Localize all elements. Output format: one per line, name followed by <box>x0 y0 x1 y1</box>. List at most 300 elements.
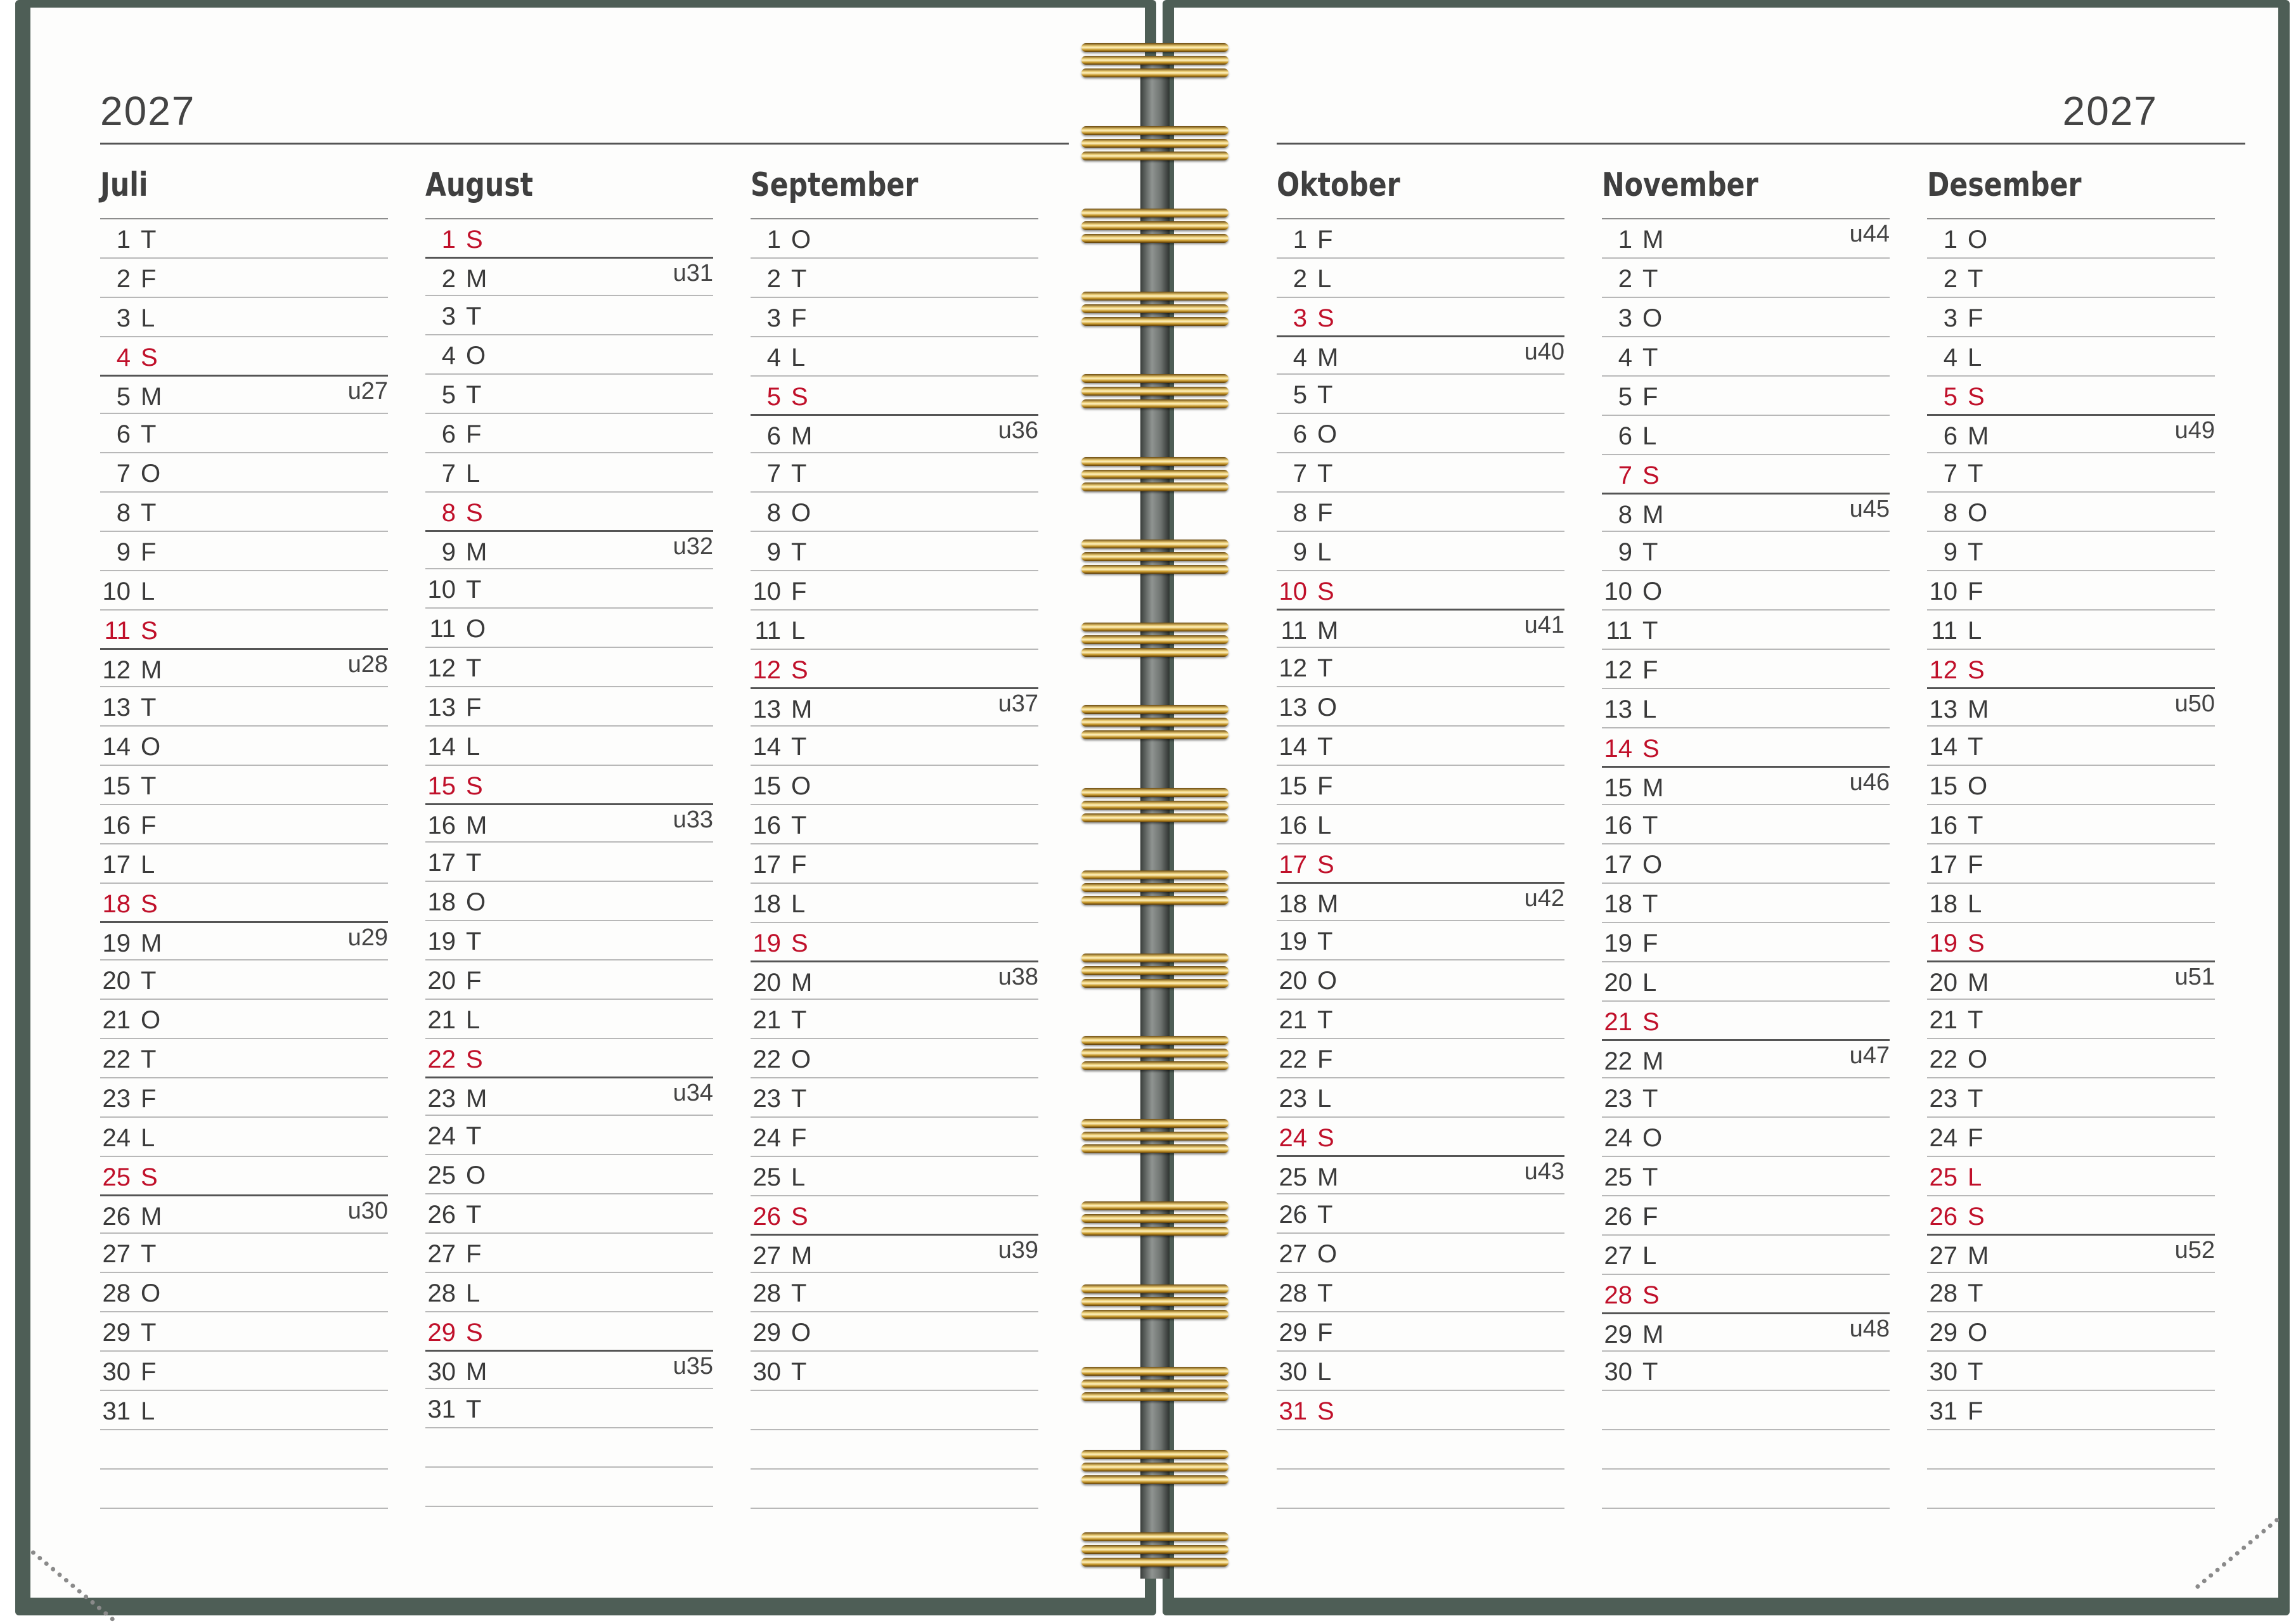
day-number: 2 <box>766 265 781 293</box>
day-row[interactable] <box>425 414 713 453</box>
weekday-letter: T <box>141 1240 157 1268</box>
day-row[interactable] <box>425 766 713 805</box>
day-row[interactable] <box>1927 1196 2215 1236</box>
day-row[interactable] <box>100 1000 388 1039</box>
day-row[interactable] <box>1602 766 1890 805</box>
weekday-letter: T <box>791 733 807 761</box>
day-number: 3 <box>116 304 131 332</box>
day-row[interactable] <box>1602 1312 1890 1352</box>
day-number: 3 <box>766 304 781 332</box>
day-number: 16 <box>1279 812 1307 839</box>
day-row[interactable] <box>425 843 713 882</box>
day-row[interactable] <box>1927 453 2215 493</box>
day-row[interactable] <box>1927 687 2215 727</box>
day-row[interactable] <box>751 1234 1038 1273</box>
day-row[interactable] <box>751 650 1038 689</box>
day-row[interactable] <box>1927 923 2215 962</box>
weekday-letter: T <box>1317 1006 1333 1034</box>
weekday-letter: M <box>1642 1321 1664 1348</box>
day-row[interactable] <box>100 1234 388 1273</box>
weekday-letter: T <box>1642 1358 1658 1386</box>
day-number: 7 <box>1943 460 1957 488</box>
day-row[interactable] <box>751 493 1038 532</box>
day-row[interactable] <box>1277 259 1564 298</box>
day-row[interactable] <box>1927 337 2215 377</box>
ring-coil <box>1081 552 1229 561</box>
day-number: 25 <box>1604 1163 1632 1191</box>
weekday-letter: M <box>791 1242 813 1270</box>
day-row[interactable] <box>1927 1391 2215 1430</box>
weekday-letter: T <box>1968 538 1983 566</box>
day-row[interactable] <box>751 923 1038 962</box>
weekday-letter: L <box>1642 1242 1657 1270</box>
day-row[interactable] <box>1602 1039 1890 1078</box>
weekday-letter: T <box>791 1358 807 1386</box>
day-row[interactable] <box>1927 844 2215 884</box>
month-name: Oktober <box>1277 166 1400 204</box>
day-row[interactable] <box>425 1077 713 1116</box>
day-row[interactable] <box>751 1312 1038 1352</box>
day-row[interactable] <box>1927 960 2215 1000</box>
day-row[interactable] <box>751 377 1038 416</box>
day-row[interactable] <box>1277 960 1564 1000</box>
weekday-letter: T <box>1317 733 1333 761</box>
day-number: 26 <box>427 1201 456 1229</box>
day-row[interactable] <box>1277 1312 1564 1352</box>
weekday-letter: O <box>1642 1124 1663 1152</box>
ring-coil <box>1081 635 1229 644</box>
day-number: 17 <box>1929 851 1957 879</box>
day-number: 1 <box>441 226 456 254</box>
day-row[interactable] <box>751 727 1038 766</box>
day-number: 7 <box>766 460 781 488</box>
day-row[interactable] <box>1602 377 1890 416</box>
day-row[interactable] <box>1277 805 1564 844</box>
day-row[interactable] <box>1602 571 1890 611</box>
day-row[interactable] <box>1602 259 1890 298</box>
weekday-letter: T <box>466 1201 482 1229</box>
day-row[interactable] <box>751 1273 1038 1312</box>
day-row[interactable] <box>751 1352 1038 1391</box>
day-row[interactable] <box>100 727 388 766</box>
weekday-letter: F <box>1968 1397 1983 1425</box>
day-row[interactable] <box>1277 1118 1564 1157</box>
day-row[interactable] <box>100 219 388 259</box>
day-row[interactable] <box>1277 1155 1564 1194</box>
day-number: 6 <box>766 422 781 450</box>
day-row[interactable] <box>1277 1194 1564 1234</box>
day-row[interactable] <box>751 532 1038 571</box>
day-row[interactable] <box>1927 377 2215 416</box>
week-number: u28 <box>347 651 388 678</box>
day-row[interactable] <box>1927 1118 2215 1157</box>
day-row[interactable] <box>425 921 713 960</box>
day-row[interactable] <box>751 571 1038 611</box>
day-row[interactable] <box>100 532 388 571</box>
weekday-letter: L <box>141 1397 155 1425</box>
day-row[interactable] <box>1277 1273 1564 1312</box>
day-row[interactable] <box>1602 728 1890 768</box>
day-row[interactable] <box>751 766 1038 805</box>
day-row[interactable] <box>425 453 713 493</box>
day-row[interactable] <box>1277 844 1564 884</box>
day-row[interactable] <box>1927 611 2215 650</box>
day-row[interactable] <box>1602 923 1890 962</box>
day-number: 20 <box>1929 969 1957 997</box>
day-row[interactable] <box>1927 414 2215 453</box>
day-row[interactable] <box>1602 962 1890 1002</box>
day-row[interactable] <box>1277 727 1564 766</box>
day-row[interactable] <box>751 259 1038 298</box>
day-row[interactable] <box>1927 259 2215 298</box>
day-row[interactable] <box>1927 727 2215 766</box>
ring-coil <box>1081 1132 1229 1141</box>
day-number: 17 <box>1604 851 1632 879</box>
weekday-letter: T <box>791 1006 807 1034</box>
weekday-letter: T <box>1642 538 1658 566</box>
day-row[interactable] <box>100 1118 388 1157</box>
week-number: u40 <box>1524 339 1564 365</box>
day-row[interactable] <box>1602 805 1890 844</box>
week-number: u36 <box>998 417 1038 444</box>
day-row[interactable] <box>1277 766 1564 805</box>
day-number: 30 <box>1604 1358 1632 1386</box>
day-row[interactable] <box>425 1273 713 1312</box>
day-row[interactable] <box>1277 687 1564 727</box>
day-row[interactable] <box>1602 455 1890 495</box>
day-row[interactable] <box>425 1312 713 1352</box>
weekday-letter: S <box>1968 656 1985 684</box>
day-row[interactable] <box>751 1039 1038 1078</box>
spiral-ring <box>1081 540 1229 575</box>
day-row[interactable] <box>100 844 388 884</box>
day-row[interactable] <box>1927 493 2215 532</box>
weekday-letter: S <box>1642 1281 1660 1309</box>
spiral-ring <box>1081 1201 1229 1237</box>
day-row[interactable] <box>1927 1312 2215 1352</box>
weekday-letter: S <box>1968 929 1985 957</box>
weekday-letter: S <box>1642 462 1660 489</box>
day-number: 9 <box>116 538 131 566</box>
day-row[interactable] <box>100 1039 388 1078</box>
day-number: 22 <box>752 1045 781 1073</box>
day-row[interactable] <box>1277 648 1564 687</box>
day-row[interactable] <box>1927 1078 2215 1118</box>
day-row[interactable] <box>1927 766 2215 805</box>
spiral-ring <box>1081 954 1229 989</box>
day-row[interactable] <box>425 727 713 766</box>
day-row[interactable] <box>425 648 713 687</box>
year-label: 2027 <box>2062 88 2158 134</box>
day-row[interactable] <box>1602 611 1890 650</box>
day-row[interactable] <box>425 803 713 843</box>
day-row[interactable] <box>1602 493 1890 532</box>
day-row[interactable] <box>100 884 388 923</box>
day-row[interactable] <box>1927 298 2215 337</box>
day-row[interactable] <box>100 611 388 650</box>
day-row[interactable] <box>1277 882 1564 921</box>
day-row[interactable] <box>1277 1352 1564 1391</box>
day-row[interactable] <box>1602 416 1890 455</box>
day-row[interactable] <box>1927 1352 2215 1391</box>
day-row[interactable] <box>751 884 1038 923</box>
day-row[interactable] <box>100 375 388 414</box>
day-row[interactable] <box>1927 219 2215 259</box>
day-number: 30 <box>752 1358 781 1386</box>
day-row[interactable] <box>425 882 713 921</box>
day-row[interactable] <box>425 335 713 375</box>
spiral-ring <box>1081 1036 1229 1071</box>
weekday-letter: T <box>466 381 482 409</box>
day-row[interactable] <box>1277 921 1564 960</box>
day-row[interactable] <box>425 1155 713 1194</box>
day-row[interactable] <box>1277 453 1564 493</box>
weekday-letter: F <box>141 538 157 566</box>
day-number: 6 <box>1293 420 1307 448</box>
day-row[interactable] <box>100 921 388 960</box>
day-row[interactable] <box>1277 1391 1564 1430</box>
day-number: 12 <box>1604 656 1632 684</box>
day-row[interactable] <box>100 766 388 805</box>
day-row[interactable] <box>425 1234 713 1273</box>
day-row[interactable] <box>1927 1273 2215 1312</box>
blank-line <box>1602 1391 1890 1430</box>
week-number: u31 <box>673 260 713 287</box>
day-row[interactable] <box>425 296 713 335</box>
day-row[interactable] <box>751 414 1038 453</box>
day-number: 26 <box>1929 1203 1957 1231</box>
ring-coil <box>1081 718 1229 727</box>
day-row[interactable] <box>1277 298 1564 337</box>
day-row[interactable] <box>1602 1002 1890 1041</box>
ring-coil <box>1081 304 1229 313</box>
weekday-letter: T <box>1317 381 1333 409</box>
day-row[interactable] <box>100 648 388 687</box>
day-row[interactable] <box>751 337 1038 377</box>
day-row[interactable] <box>1602 1352 1890 1391</box>
day-row[interactable] <box>751 219 1038 259</box>
weekday-letter: O <box>466 342 486 370</box>
day-number: 15 <box>1929 772 1957 800</box>
day-number: 19 <box>752 929 781 957</box>
day-row[interactable] <box>1602 337 1890 377</box>
week-number: u33 <box>673 806 713 833</box>
day-number: 4 <box>1293 344 1307 372</box>
day-row[interactable] <box>1277 414 1564 453</box>
day-row[interactable] <box>425 493 713 532</box>
weekday-letter: M <box>1642 501 1664 529</box>
day-row[interactable] <box>1277 1000 1564 1039</box>
day-number: 14 <box>1279 733 1307 761</box>
weekday-letter: T <box>791 1085 807 1113</box>
weekday-letter: T <box>141 226 157 254</box>
day-number: 3 <box>441 302 456 330</box>
day-number: 8 <box>441 499 456 527</box>
day-number: 7 <box>1293 460 1307 488</box>
day-row[interactable] <box>100 298 388 337</box>
day-row[interactable] <box>751 298 1038 337</box>
week-number: u52 <box>2174 1237 2215 1264</box>
day-number: 24 <box>752 1124 781 1152</box>
day-row[interactable] <box>425 1194 713 1234</box>
day-number: 18 <box>427 888 456 916</box>
day-row[interactable] <box>425 530 713 569</box>
day-row[interactable] <box>100 960 388 1000</box>
weekday-letter: L <box>141 851 155 879</box>
day-row[interactable] <box>100 1312 388 1352</box>
day-row[interactable] <box>425 569 713 609</box>
weekday-letter: O <box>141 1279 161 1307</box>
day-row[interactable] <box>425 609 713 648</box>
weekday-letter: S <box>141 1163 158 1191</box>
day-row[interactable] <box>100 571 388 611</box>
day-number: 6 <box>1618 422 1632 450</box>
day-row[interactable] <box>425 1350 713 1389</box>
day-number: 18 <box>1929 890 1957 918</box>
day-row[interactable] <box>100 1194 388 1234</box>
day-row[interactable] <box>1602 1236 1890 1275</box>
day-row[interactable] <box>1927 1000 2215 1039</box>
day-row[interactable] <box>1602 689 1890 728</box>
weekday-letter: O <box>791 772 811 800</box>
ring-coil <box>1081 1475 1229 1484</box>
ring-coil <box>1081 623 1229 631</box>
month-name: Juli <box>100 166 148 204</box>
day-row[interactable] <box>1277 609 1564 648</box>
day-row[interactable] <box>1602 884 1890 923</box>
weekday-letter: L <box>141 1124 155 1152</box>
day-number: 30 <box>1279 1358 1307 1386</box>
day-row[interactable] <box>100 1157 388 1196</box>
day-row[interactable] <box>1277 1078 1564 1118</box>
day-row[interactable] <box>1927 532 2215 571</box>
weekday-letter: L <box>1317 538 1332 566</box>
day-row[interactable] <box>1277 335 1564 375</box>
day-row[interactable] <box>1277 375 1564 414</box>
day-row[interactable] <box>100 259 388 298</box>
day-row[interactable] <box>751 1196 1038 1236</box>
day-row[interactable] <box>751 453 1038 493</box>
day-row[interactable] <box>1602 1196 1890 1236</box>
day-number: 18 <box>1604 890 1632 918</box>
day-row[interactable] <box>100 337 388 377</box>
day-number: 1 <box>1293 226 1307 254</box>
day-row[interactable] <box>1927 571 2215 611</box>
day-row[interactable] <box>751 1118 1038 1157</box>
day-row[interactable] <box>100 805 388 844</box>
corner-dots-decoration <box>2195 1517 2280 1590</box>
day-number: 5 <box>1943 383 1957 411</box>
day-row[interactable] <box>100 414 388 453</box>
day-row[interactable] <box>100 493 388 532</box>
day-row[interactable] <box>100 453 388 493</box>
day-row[interactable] <box>100 1391 388 1430</box>
header-rule <box>1277 143 2245 145</box>
day-row[interactable] <box>100 1273 388 1312</box>
day-row[interactable] <box>1927 1234 2215 1273</box>
day-number: 28 <box>427 1279 456 1307</box>
day-row[interactable] <box>1602 1078 1890 1118</box>
day-row[interactable] <box>1277 1234 1564 1273</box>
day-row[interactable] <box>1602 844 1890 884</box>
day-row[interactable] <box>751 1078 1038 1118</box>
day-row[interactable] <box>751 1157 1038 1196</box>
weekday-letter: T <box>141 420 157 448</box>
day-row[interactable] <box>751 611 1038 650</box>
blank-line <box>425 1428 713 1468</box>
day-row[interactable] <box>425 257 713 296</box>
day-row[interactable] <box>1277 571 1564 611</box>
day-row[interactable] <box>425 1039 713 1078</box>
weekday-letter: L <box>1317 265 1332 293</box>
weekday-letter: M <box>1968 422 1989 450</box>
day-row[interactable] <box>1927 805 2215 844</box>
weekday-letter: L <box>1317 1358 1332 1386</box>
day-row[interactable] <box>100 1078 388 1118</box>
day-row[interactable] <box>1277 532 1564 571</box>
day-row[interactable] <box>1602 219 1890 259</box>
weekday-letter: T <box>1642 812 1658 839</box>
day-row[interactable] <box>100 1352 388 1391</box>
day-row[interactable] <box>1927 650 2215 689</box>
weekday-letter: T <box>1317 928 1333 955</box>
day-number: 21 <box>1929 1006 1957 1034</box>
day-row[interactable] <box>100 687 388 727</box>
day-number: 12 <box>427 654 456 682</box>
day-row[interactable] <box>1927 1039 2215 1078</box>
day-row[interactable] <box>425 1389 713 1428</box>
day-row[interactable] <box>751 960 1038 1000</box>
day-row[interactable] <box>425 1000 713 1039</box>
day-row[interactable] <box>1602 532 1890 571</box>
day-number: 25 <box>752 1163 781 1191</box>
weekday-letter: L <box>466 1279 480 1307</box>
day-row[interactable] <box>1602 1157 1890 1196</box>
day-row[interactable] <box>1927 884 2215 923</box>
day-number: 26 <box>1279 1201 1307 1229</box>
day-row[interactable] <box>751 687 1038 727</box>
day-row[interactable] <box>1602 298 1890 337</box>
day-row[interactable] <box>1277 493 1564 532</box>
day-row[interactable] <box>751 844 1038 884</box>
day-number: 24 <box>1929 1124 1957 1152</box>
day-row[interactable] <box>1277 219 1564 259</box>
day-row[interactable] <box>425 375 713 414</box>
day-row[interactable] <box>425 219 713 259</box>
day-row[interactable] <box>751 1000 1038 1039</box>
day-row[interactable] <box>751 805 1038 844</box>
day-row[interactable] <box>1277 1039 1564 1078</box>
weekday-letter: F <box>791 304 807 332</box>
day-row[interactable] <box>1602 1275 1890 1314</box>
ring-coil <box>1081 979 1229 988</box>
day-row[interactable] <box>425 687 713 727</box>
day-number: 9 <box>441 538 456 566</box>
day-row[interactable] <box>1602 650 1890 689</box>
weekday-letter: F <box>1642 1203 1658 1231</box>
day-number: 5 <box>116 383 131 411</box>
weekday-letter: M <box>141 383 162 411</box>
day-number: 26 <box>102 1203 131 1231</box>
day-row[interactable] <box>1927 1157 2215 1196</box>
weekday-letter: T <box>791 460 807 488</box>
weekday-letter: S <box>141 890 158 918</box>
week-number: u34 <box>673 1080 713 1106</box>
day-row[interactable] <box>425 1116 713 1155</box>
day-number: 6 <box>116 420 131 448</box>
day-row[interactable] <box>425 960 713 1000</box>
day-row[interactable] <box>1602 1118 1890 1157</box>
